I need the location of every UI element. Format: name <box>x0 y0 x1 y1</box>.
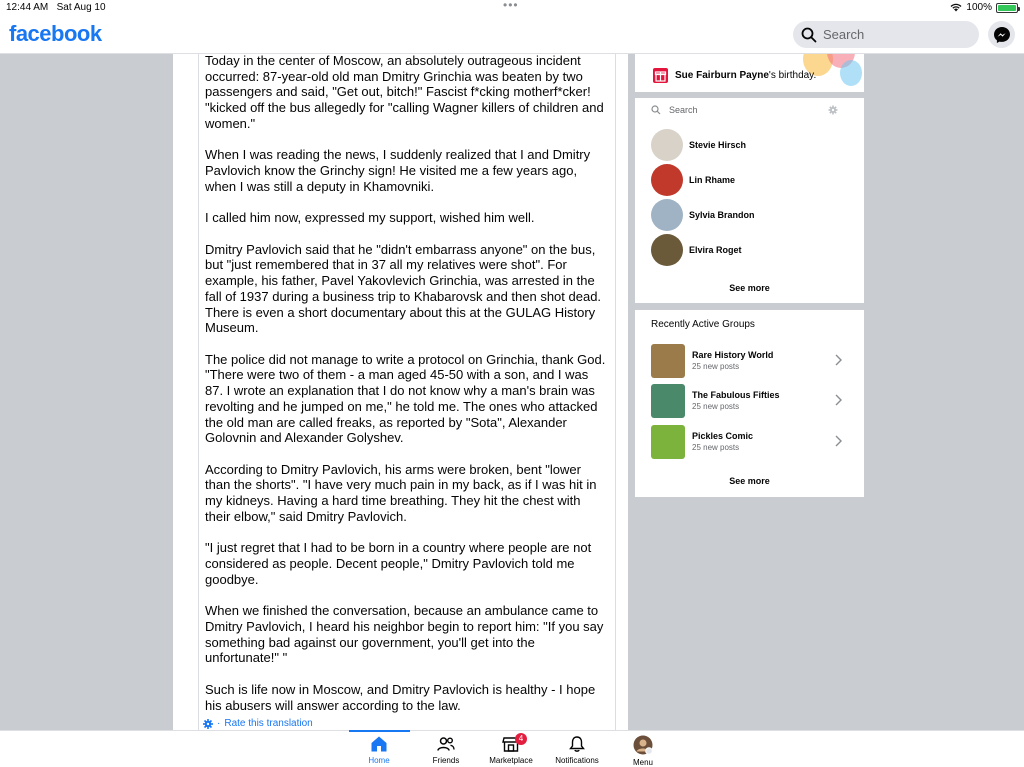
group-name: The Fabulous Fifties <box>692 390 780 400</box>
status-indicators <box>950 2 1018 13</box>
avatar <box>651 129 683 161</box>
post-paragraph: Such is life now in Moscow, and Dmitry Pavlovich is healthy - I hope his abusers will answer according to the law. <box>205 681 596 713</box>
chevron-right-icon <box>834 435 842 447</box>
contact-item[interactable] <box>651 129 746 161</box>
tab-friends[interactable] <box>416 735 476 765</box>
multitask-dots-icon[interactable]: ••• <box>503 0 519 12</box>
contact-name: Stevie Hirsch <box>689 140 747 150</box>
battery-percent: 100% <box>966 2 992 13</box>
post-paragraph: Today in the center of Moscow, an absolutely outrageous incident occurred: 87-year-old old man Dmitry Grinchia was beaten by two passengers and said, "Get out, bitch!" Fascist f*cking motherf*cker! "kicked off the bus allegedly for "calling Wagner killers of children and women." <box>205 54 604 131</box>
contact-name: Lin Rhame <box>689 175 736 185</box>
top-header <box>0 15 1024 54</box>
bottom-tab-bar <box>0 730 1024 767</box>
tab-marketplace[interactable] <box>481 735 541 765</box>
tab-home[interactable] <box>349 735 409 765</box>
chevron-right-icon <box>834 354 842 366</box>
bell-icon <box>568 735 586 753</box>
group-activity: 25 new posts <box>692 443 740 452</box>
post-paragraph: The police did not manage to write a protocol on Grinchia, thank God. "There were two of them - a man aged 45-50 with a son, and I was 87. I wrote an explanation that I do not know why a man's brain was revolting and he jumped on me," he told me. The ones who attacked the old man are called freaks, as reported by "Sota", Alexander Golovnin and Alexander Golyshev. <box>205 351 606 446</box>
friends-icon <box>437 735 455 753</box>
post-paragraph: According to Dmitry Pavlovich, his arms were broken, bent "lower than the shorts". "I have very much pain in my back, as if I was hit in my kidneys. Having a hard time breathing. They hit the chest with their elbow," said Dmitry Pavlovich. <box>205 461 597 524</box>
post-body <box>198 54 616 730</box>
avatar <box>651 199 683 231</box>
tab-label: Marketplace <box>489 756 533 765</box>
birthday-card[interactable] <box>635 54 864 92</box>
balloon-decoration <box>840 60 862 86</box>
birthday-name[interactable]: Sue Fairburn Payne <box>675 70 769 81</box>
post-paragraph: When I was reading the news, I suddenly realized that I and Dmitry Pavlovich know the Grinchy sign! He visited me a few years ago, when I was still a deputy in Khamovniki. <box>205 147 591 194</box>
active-tab-indicator <box>349 730 410 732</box>
contact-name: Sylvia Brandon <box>689 210 755 220</box>
group-item[interactable] <box>651 344 851 378</box>
rate-separator: · <box>217 718 221 729</box>
post-paragraph: I called him now, expressed my support, wished him well. <box>205 210 535 226</box>
home-icon <box>370 735 388 753</box>
rate-translation[interactable] <box>203 718 313 729</box>
contacts-card <box>635 98 864 303</box>
post-paragraph: When we finished the conversation, because an ambulance came to Dmitry Pavlovich, I heard his neighbor begin to report him: "If you say something bad against our government, you'll get into the unfortunate!" " <box>205 603 604 666</box>
tab-menu[interactable] <box>613 735 673 767</box>
group-thumbnail <box>651 344 685 378</box>
tab-label: Menu <box>632 758 653 767</box>
contacts-search[interactable] <box>651 105 698 115</box>
contact-name: Elvira Roget <box>689 245 742 255</box>
avatar <box>651 164 683 196</box>
contacts-see-more-button[interactable]: See more <box>729 283 770 293</box>
status-bar <box>0 0 1024 15</box>
messenger-icon <box>993 26 1011 44</box>
gift-icon <box>653 68 668 83</box>
wifi-icon <box>950 3 962 12</box>
contact-item[interactable] <box>651 164 735 196</box>
marketplace-badge: 4 <box>515 733 527 745</box>
tab-label: Friends <box>432 756 460 765</box>
search-icon <box>651 105 661 115</box>
birthday-text: Sue Fairburn Payne's birthday. <box>675 70 817 81</box>
groups-card <box>635 310 864 497</box>
post-paragraph: "I just regret that I had to be born in a country where people are not considered as people. Decent people," Dmitry Pavlovich told me goodbye. <box>205 540 592 587</box>
group-item[interactable] <box>651 425 851 459</box>
group-activity: 25 new posts <box>692 362 740 371</box>
settings-gear-icon[interactable] <box>828 105 838 115</box>
search-icon <box>801 27 817 43</box>
chevron-right-icon <box>834 394 842 406</box>
groups-see-more-button[interactable]: See more <box>729 476 770 486</box>
post-card <box>173 54 628 730</box>
profile-avatar-icon <box>633 735 653 755</box>
group-thumbnail <box>651 384 685 418</box>
rate-translation-link[interactable]: Rate this translation <box>224 718 313 729</box>
contacts-search-placeholder: Search <box>669 105 698 115</box>
group-item[interactable] <box>651 384 851 418</box>
avatar <box>651 234 683 266</box>
post-paragraph: Dmitry Pavlovich said that he "didn't embarrass anyone" on the bus, but "just remembered that in 37 all my relatives were shot". For example, his father, Pavel Yakovlevich Grinchia, was arrested in the fall of 1937 during a business trip to Khabarovsk and then shot dead. There is even a short documentary about this at the GULAG History Museum. <box>205 241 602 336</box>
group-thumbnail <box>651 425 685 459</box>
search-bar[interactable] <box>793 21 979 48</box>
contact-item[interactable] <box>651 234 742 266</box>
tab-label: Home <box>368 756 390 765</box>
battery-icon <box>996 3 1018 13</box>
messenger-button[interactable] <box>988 21 1015 48</box>
group-name: Pickles Comic <box>692 431 754 441</box>
gear-icon <box>203 719 213 729</box>
search-input[interactable] <box>823 27 963 42</box>
status-time: 12:44 AM Sat Aug 10 <box>6 2 106 13</box>
groups-title: Recently Active Groups <box>651 319 755 330</box>
facebook-logo[interactable]: facebook <box>9 21 102 46</box>
group-activity: 25 new posts <box>692 402 740 411</box>
tab-label: Notifications <box>555 756 599 765</box>
contact-item[interactable] <box>651 199 755 231</box>
tab-notifications[interactable] <box>547 735 607 765</box>
group-name: Rare History World <box>692 350 774 360</box>
